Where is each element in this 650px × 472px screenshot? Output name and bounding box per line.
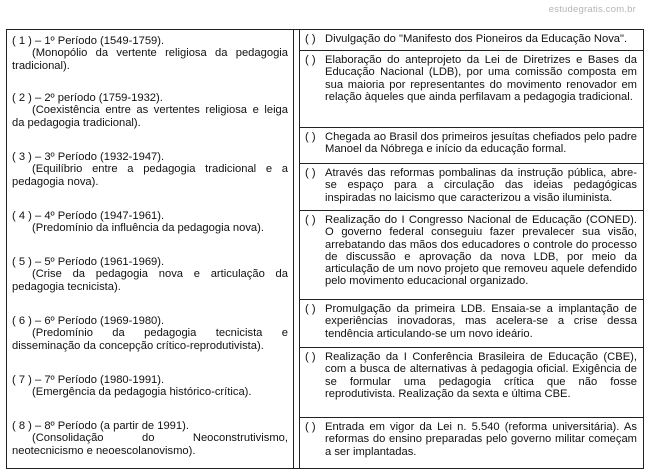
periods-column [7,30,294,468]
period-description: (Predomínio da pedagogia tecnicista e disseminação da concepção crítico-reprodutivista). [12,327,288,352]
period-description: (Equilíbrio entre a pedagogia tradicional e a pedagogia nova). [12,163,288,188]
period-title: ( 4 ) – 4º Período (1947-1961). [12,210,165,222]
period-item [12,256,288,293]
answer-blank[interactable]: ( ) [305,33,316,45]
event-cell [300,418,643,468]
period-title: ( 3 ) – 3º Período (1932-1947). [12,151,165,163]
event-text: Elaboração do anteprojeto da Lei de Diretrizes e Bases da Educação Nacional (LDB), por uma comissão composta em sua maioria por representantes do movimento renovador em relação àqueles que ainda perfilavam a pedagogia tradicional. [325,54,637,103]
event-cell [300,348,643,418]
period-title: ( 8 ) – 8º Período (a partir de 1991). [12,420,189,432]
event-text: Promulgação da primeira LDB. Ensaia-se a implantação de experiências inovadoras, mas acelera-se a crise dessa tendência articulando-se um novo ideário. [325,303,637,340]
period-description: (Emergência da pedagogia histórico-crítica). [32,386,252,399]
period-title: ( 5 ) – 5º Período (1961-1969). [12,256,165,268]
period-item [12,315,288,352]
answer-blank[interactable]: ( ) [305,421,316,433]
event-cell [300,164,643,211]
watermark: estudegratis.com.br [548,4,636,15]
event-cell [300,30,643,51]
period-item [12,210,288,235]
events-column [299,30,643,468]
period-description: (Predomínio da influência da pedagogia nova). [32,222,264,235]
period-item [12,92,288,129]
period-description: (Monopólio da vertente religiosa da pedagogia tradicional). [12,47,288,72]
period-title: ( 2 ) – 2º período (1759-1932). [12,92,163,104]
event-text: Divulgação do "Manifesto dos Pioneiros da Educação Nova". [325,33,628,45]
period-description: (Consolidação do Neoconstrutivismo, neotecnicismo e neoescolanovismo). [12,432,288,457]
event-cell [300,300,643,348]
event-cell [300,51,643,128]
period-title: ( 1 ) – 1º Período (1549-1759). [12,35,165,47]
period-title: ( 6 ) – 6º Período (1969-1980). [12,315,165,327]
period-title: ( 7 ) – 7º Período (1980-1991). [12,374,165,386]
event-text: Através das reformas pombalinas da instrução pública, abre-se espaço para a circulação das ideias pedagógicas inspiradas no laicismo que caracterizou a visão iluminista. [325,167,637,204]
period-item [12,420,288,457]
answer-blank[interactable]: ( ) [305,303,316,315]
answer-blank[interactable]: ( ) [305,54,316,66]
event-cell [300,128,643,164]
answer-blank[interactable]: ( ) [305,167,316,179]
period-item [12,374,288,399]
period-item [12,151,288,188]
event-text: Chegada ao Brasil dos primeiros jesuítas chefiados pelo padre Manoel da Nóbrega e início da educação formal. [325,131,637,156]
answer-blank[interactable]: ( ) [305,131,316,143]
period-description: (Coexistência entre as vertentes religiosa e leiga da pedagogia tradicional). [12,104,288,129]
event-cell [300,211,643,300]
matching-table [6,29,644,469]
answer-blank[interactable]: ( ) [305,214,316,226]
event-text: Realização do I Congresso Nacional de Educação (CONED). O governo federal conseguiu fazer prevalecer sua visão, arrebatando das mãos dos educadores o controle do processo de discussão e aprovação da nova LDB, por meio da articulação de um novo projeto que removeu aquele defendido pelo movimento educacional organizado. [325,214,637,288]
period-description: (Crise da pedagogia nova e articulação da pedagogia tecnicista). [12,268,288,293]
answer-blank[interactable]: ( ) [305,351,316,363]
event-text: Entrada em vigor da Lei n. 5.540 (reforma universitária). As reformas do ensino preparadas pelo governo militar começam a ser implantadas. [325,421,637,458]
event-text: Realização da I Conferência Brasileira de Educação (CBE), com a busca de alternativas à pedagogia oficial. Exigência de se formular uma pedagogia crítica que não fosse reprodutivista. Realização da sexta e última CBE. [325,351,637,400]
period-item [12,35,288,72]
